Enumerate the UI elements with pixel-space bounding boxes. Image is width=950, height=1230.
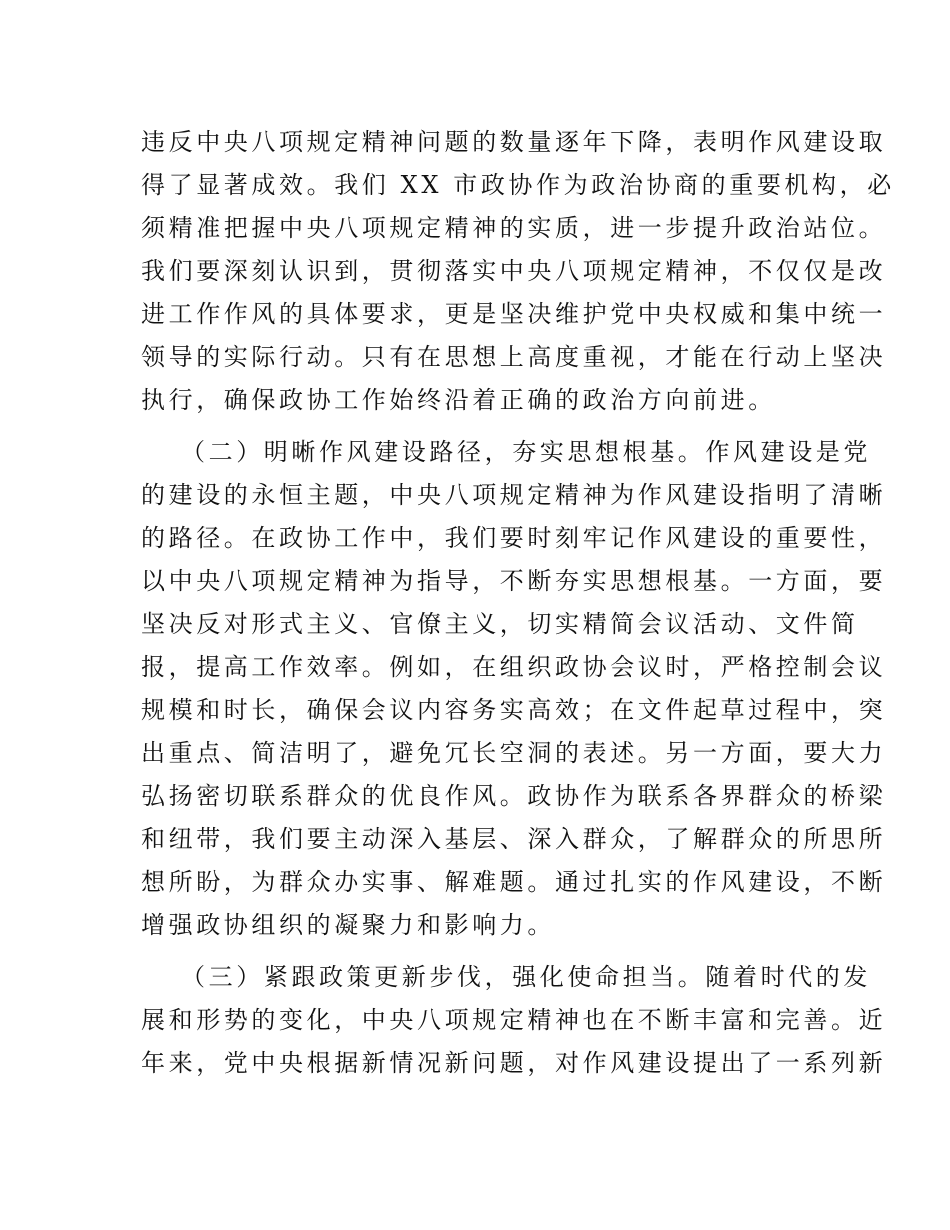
paragraph-section-2 — [141, 431, 887, 947]
text-line: 和纽带，我们要主动深入基层、深入群众，了解群众的所思所 — [141, 825, 887, 853]
section-heading-line: （三）紧跟政策更新步伐，强化使命担当。随着时代的发 — [181, 963, 871, 991]
text-line: 须精准把握中央八项规定精神的实质，进一步提升政治站位。 — [141, 214, 887, 242]
section-heading-line: （二）明晰作风建设路径，夯实思想根基。作风建设是党 — [181, 438, 871, 466]
text-line: 报，提高工作效率。例如，在组织政协会议时，严格控制会议 — [141, 653, 887, 681]
text-line: 以中央八项规定精神为指导，不断夯实思想根基。一方面，要 — [141, 567, 887, 595]
text-line: 规模和时长，确保会议内容务实高效；在文件起草过程中，突 — [141, 696, 887, 724]
document-body — [141, 121, 895, 1094]
paragraph-section-3 — [141, 956, 887, 1085]
text-line: 弘扬密切联系群众的优良作风。政协作为联系各界群众的桥梁 — [141, 782, 887, 810]
text-line: 年来，党中央根据新情况新问题，对作风建设提出了一系列新 — [141, 1049, 887, 1077]
text-line: 得了显著成效。我们 XX 市政协作为政治协商的重要机构，必 — [141, 171, 895, 199]
text-line: 想所盼，为群众办实事、解难题。通过扎实的作风建设，不断 — [141, 868, 887, 896]
text-line: 坚决反对形式主义、官僚主义，切实精简会议活动、文件简 — [141, 610, 859, 638]
text-line: 领导的实际行动。只有在思想上高度重视，才能在行动上坚决 — [141, 343, 887, 371]
text-line: 展和形势的变化，中央八项规定精神也在不断丰富和完善。近 — [141, 1006, 887, 1034]
text-line: 进工作作风的具体要求，更是坚决维护党中央权威和集中统一 — [141, 300, 887, 328]
text-line: 的建设的永恒主题，中央八项规定精神为作风建设指明了清晰 — [141, 481, 887, 509]
text-line: 违反中央八项规定精神问题的数量逐年下降，表明作风建设取 — [141, 128, 887, 156]
text-line: 增强政协组织的凝聚力和影响力。 — [141, 911, 555, 939]
text-line: 执行，确保政协工作始终沿着正确的政治方向前进。 — [141, 386, 776, 414]
text-line: 的路径。在政协工作中，我们要时刻牢记作风建设的重要性， — [141, 524, 887, 552]
text-line: 出重点、简洁明了，避免冗长空洞的表述。另一方面，要大力 — [141, 739, 887, 767]
text-line: 我们要深刻认识到，贯彻落实中央八项规定精神，不仅仅是改 — [141, 257, 887, 285]
paragraph-continuation — [141, 121, 895, 422]
